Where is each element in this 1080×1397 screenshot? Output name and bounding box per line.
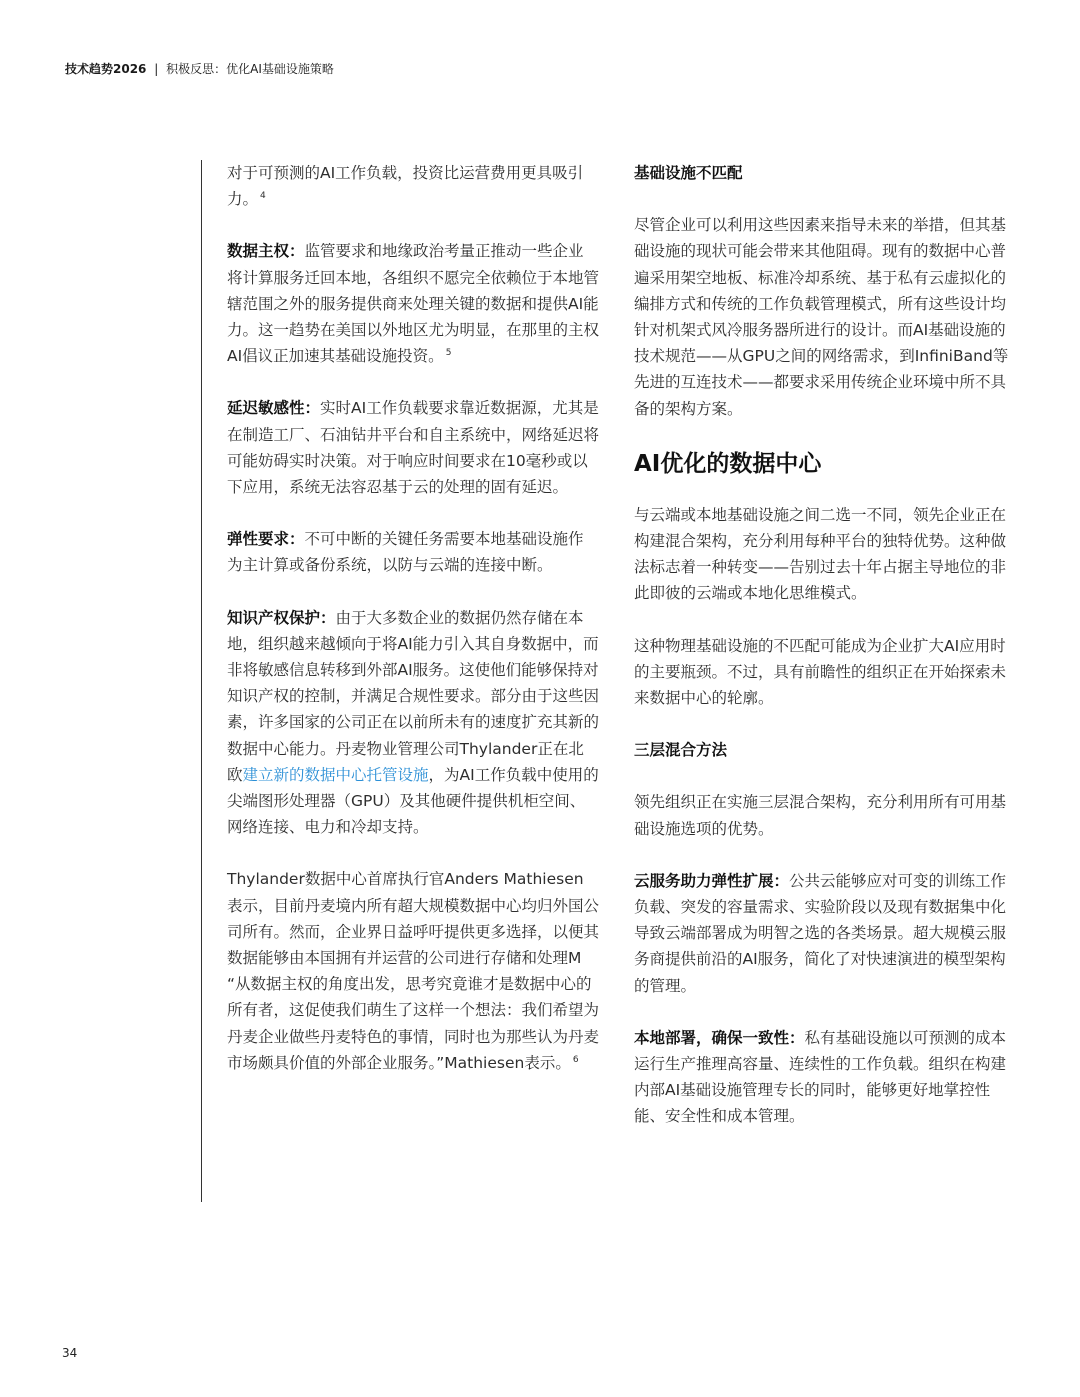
footnote-ref: 4 xyxy=(260,191,266,202)
paragraph-bottleneck xyxy=(634,633,1014,712)
paragraph-text: 私有基础设施以可预测的成本运行生产推理高容量、连续性的工作负载。组织在构建内部AI基础设施管理专长的同时，能够更好地掌控性能、安全性和成本管理。 xyxy=(634,1028,1007,1126)
paragraph-label: 弹性要求： xyxy=(227,530,305,549)
paragraph-label: 数据主权： xyxy=(227,242,305,261)
footnote-ref: 5 xyxy=(445,348,452,359)
paragraph-latency xyxy=(227,395,599,500)
paragraph-text: 不可中断的关键任务需要本地基础设施作为主计算或备份系统，以防与云端的连接中断。 xyxy=(227,530,584,575)
paragraph-opex xyxy=(227,160,599,212)
paragraph-cloud-elasticity xyxy=(634,868,1014,999)
paragraph-three-tier xyxy=(634,789,1014,841)
right-column xyxy=(634,160,1014,1156)
paragraph-text: 公共云能够应对可变的训练工作负载、突发的容量需求、实验阶段以及现有数据集中化导致云端部署成为明智之选的各类场景。超大规模云服务商提供前沿的AI服务，简化了对快速演进的模型架构的管理。 xyxy=(634,871,1007,995)
page-number: 34 xyxy=(62,1346,78,1360)
footnote-ref: 6 xyxy=(572,1054,579,1065)
paragraph-hybrid-intro xyxy=(634,502,1014,607)
paragraph-text: 领先组织正在实施三层混合架构，充分利用所有可用基础设施选项的优势。 xyxy=(634,793,1007,838)
running-header xyxy=(65,60,334,77)
header-separator: | xyxy=(154,62,159,76)
paragraph-text: Thylander数据中心首席执行官Anders Mathiesen表示，目前丹麦境内所有超大规模数据中心均归外国公司所有。然而，企业界日益呼吁提供更多选择，以便其数据能够由本国拥有并运营的公司进行存储和处理M “从数据主权的角度出发，思考究竟谁才是数据中心的所有者，这促使我们萌生了这样一个想法：我们希望为丹麦企业做些丹麦特色的事情，同时也为那些认为丹麦市场颇具价值的外部企业服务。”Mathiesen表示。 xyxy=(227,870,600,1072)
paragraph-data-sovereignty xyxy=(227,238,599,369)
column-divider-rule xyxy=(201,160,202,1202)
paragraph-text: 实时AI工作负载要求靠近数据源，尤其是在制造工厂、石油钻井平台和自主系统中，网络延迟将可能妨碍实时决策。对于响应时间要求在10毫秒或以下应用，系统无法容忍基于云的处理的固有延迟。 xyxy=(227,399,600,497)
paragraph-label: 本地部署，确保一致性： xyxy=(634,1028,805,1047)
subheading-three-tier-hybrid: 三层混合方法 xyxy=(634,741,728,760)
data-center-link[interactable]: 建立新的数据中心托管设施 xyxy=(242,765,429,784)
paragraph-resilience xyxy=(227,526,599,578)
paragraph-label: 云服务助力弹性扩展： xyxy=(634,871,790,890)
paragraph-text: 尽管企业可以利用这些因素来指导未来的举措，但其基础设施的现状可能会带来其他阻碍。现有的数据中心普遍采用架空地板、标准冷却系统、基于私有云虚拟化的编排方式和传统的工作负载管理模式，所有这些设计均针对机架式风冷服务器所进行的设计。而AI基础设施的技术规范——从GPU之间的网络需求，到InfiniBand等先进的互连技术——都要求采用传统企业环境中所不具备的架构方案。 xyxy=(634,216,1009,418)
paragraph-text: 由于大多数企业的数据仍然存储在本地，组织越来越倾向于将AI能力引入其自身数据中，而非将敏感信息转移到外部AI服务。这使他们能够保持对知识产权的控制，并满足合规性要求。部分由于这些因素，许多国家的公司正在以前所未有的速度扩充其新的数据中心能力。丹麦物业管理公司Thylander正在北欧 xyxy=(227,608,600,784)
section-title-ai-data-center: AI优化的数据中心 xyxy=(634,450,822,477)
paragraph-mismatch xyxy=(634,212,1014,422)
paragraph-text: 这种物理基础设施的不匹配可能成为企业扩大AI应用时的主要瓶颈。不过，具有前瞻性的组织正在开始探索未来数据中心的轮廓。 xyxy=(634,636,1007,708)
left-column xyxy=(227,160,599,1102)
paragraph-thylander-quote xyxy=(227,866,599,1076)
paragraph-text: 对于可预测的AI工作负载，投资比运营费用更具吸引力。 xyxy=(227,164,584,209)
paragraph-text: 监管要求和地缘政治考量正推动一些企业将计算服务迁回本地，各组织不愿完全依赖位于本地管辖范围之外的服务提供商来处理关键的数据和提供AI能力。这一趋势在美国以外地区尤为明显，在那里的主权AI倡议正加速其基础设施投资。 xyxy=(227,242,600,366)
paragraph-text: 与云端或本地基础设施之间二选一不同，领先企业正在构建混合架构，充分利用每种平台的独特优势。这种做法标志着一种转变——告别过去十年占据主导地位的非此即彼的云端或本地化思维模式。 xyxy=(634,505,1007,603)
paragraph-label: 知识产权保护： xyxy=(227,608,336,627)
subheading-infrastructure-mismatch: 基础设施不匹配 xyxy=(634,164,743,182)
header-brand: 技术趋势2026 xyxy=(65,62,147,76)
paragraph-ip-protection xyxy=(227,605,599,841)
paragraph-on-premises xyxy=(634,1025,1014,1130)
paragraph-label: 延迟敏感性： xyxy=(227,399,321,418)
header-chapter: 积极反思：优化AI基础设施策略 xyxy=(166,62,334,76)
paragraph-text-continued: ，为AI工作负载中使用的尖端图形处理器（GPU）及其他硬件提供机柜空间、网络连接、电力和冷却支持。 xyxy=(227,765,599,837)
